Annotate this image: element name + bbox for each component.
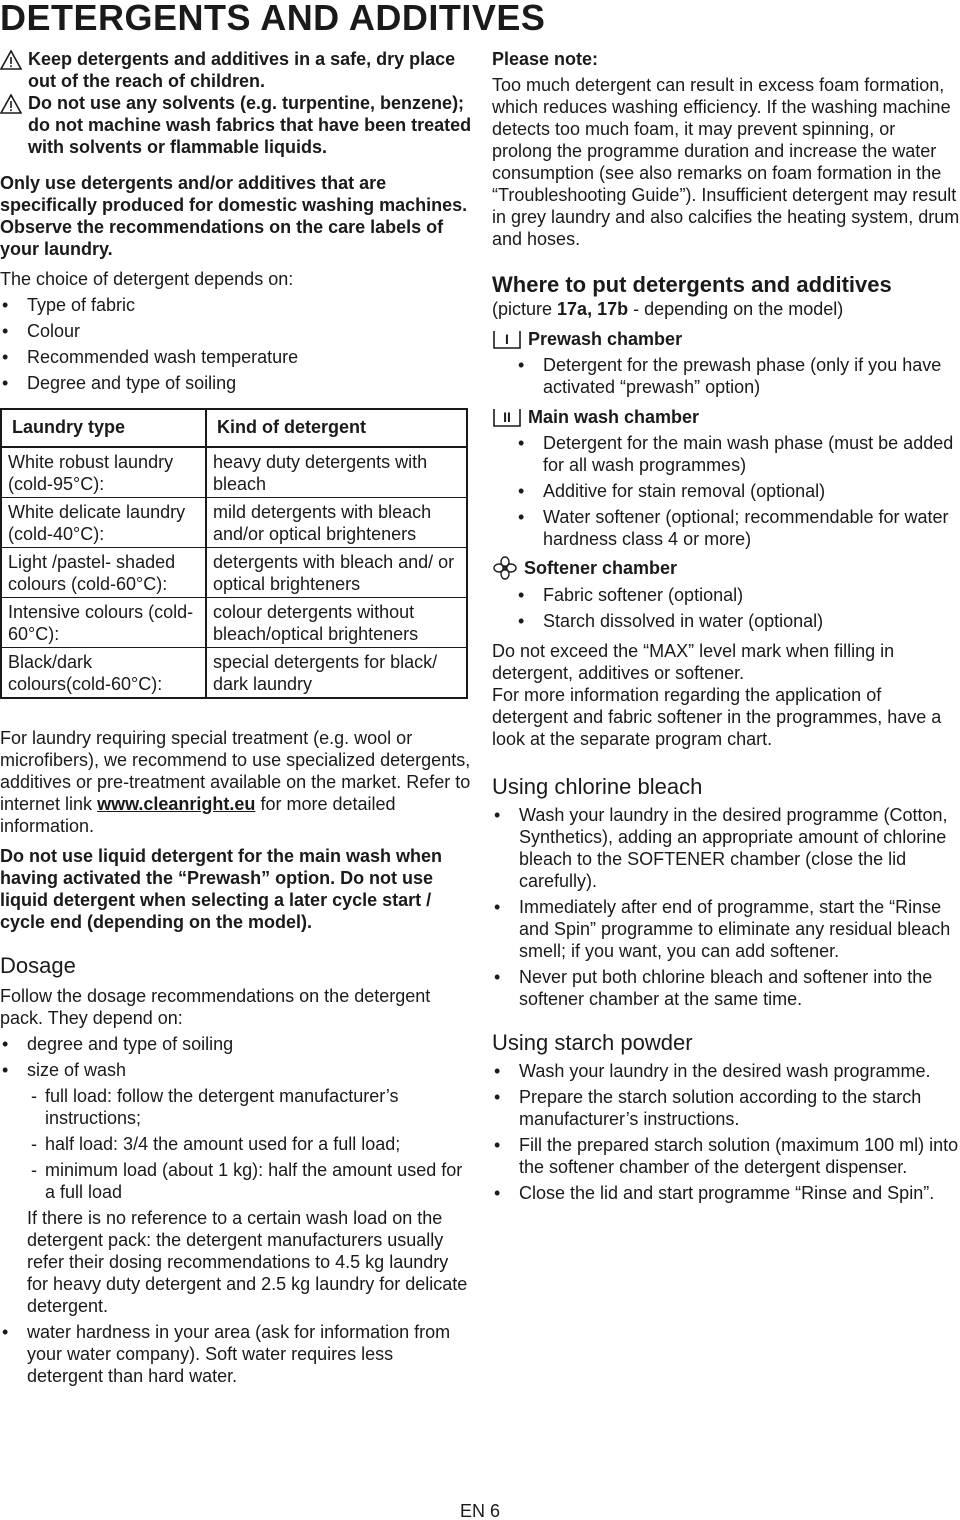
load-size-list bbox=[27, 1085, 472, 1203]
list-item: - minimum load (about 1 kg): half the amount used for a full load bbox=[27, 1159, 472, 1203]
right-column bbox=[492, 48, 960, 1204]
list-item: • Water softener (optional; recommendable for water hardness class 4 or more) bbox=[516, 506, 960, 550]
list-item: • water hardness in your area (ask for information from your water company). Soft water requires less detergent than hard water. bbox=[0, 1321, 472, 1387]
list-item: • size of wash bbox=[0, 1059, 472, 1081]
dosage-list bbox=[0, 1033, 472, 1081]
prewash-list bbox=[516, 354, 960, 398]
list-item: - half load: 3/4 the amount used for a full load; bbox=[27, 1133, 472, 1155]
list-item: • Prepare the starch solution according to the starch manufacturer’s instructions. bbox=[492, 1086, 960, 1130]
list-item: • Immediately after end of programme, start the “Rinse and Spin” programme to eliminate any residual bleach smell; if you want, you can add softener. bbox=[492, 896, 960, 962]
list-item: - full load: follow the detergent manufacturer’s instructions; bbox=[27, 1085, 472, 1129]
list-item: • Detergent for the main wash phase (must be added for all wash programmes) bbox=[516, 432, 960, 476]
warning-triangle-icon bbox=[0, 48, 28, 92]
list-item: • Wash your laundry in the desired wash programme. bbox=[492, 1060, 960, 1082]
list-item: • Additive for stain removal (optional) bbox=[516, 480, 960, 502]
table-row bbox=[1, 498, 467, 548]
chlorine-heading: Using chlorine bleach bbox=[492, 774, 703, 799]
softener-chamber-heading bbox=[492, 556, 960, 580]
table-header-row bbox=[1, 409, 467, 447]
where-heading: Where to put detergents and additives bbox=[492, 272, 892, 297]
laundry-table bbox=[0, 408, 468, 699]
table-row bbox=[1, 598, 467, 648]
table-cell: Light /pastel- shaded colours (cold-60°C): bbox=[1, 548, 206, 598]
chamber-title: Softener chamber bbox=[524, 558, 678, 578]
list-item: • Wash your laundry in the desired programme (Cotton, Synthetics), adding an appropriate amount of chlorine bleach to the SOFTENER chamber (close the lid carefully). bbox=[492, 804, 960, 892]
left-column bbox=[0, 48, 472, 1387]
list-item: • Close the lid and start programme “Rinse and Spin”. bbox=[492, 1182, 960, 1204]
list-item: • Colour bbox=[0, 320, 472, 342]
softener-flower-icon bbox=[492, 556, 518, 580]
special-treatment-text: For laundry requiring special treatment (e.g. wool or microfibers), we recommend to use specialized detergents, additives or pre-treatment available on the market. Refer to internet link www.cleanright.eu for more detailed information. bbox=[0, 728, 471, 836]
more-info-text: For more information regarding the application of detergent and fabric softener in the programmes, have a look at the separate program chart. bbox=[492, 685, 942, 749]
mainwash-box-icon bbox=[492, 406, 522, 428]
table-cell: detergents with bleach and/ or optical brighteners bbox=[206, 548, 467, 598]
warning-text: Do not use any solvents (e.g. turpentine, benzene); do not machine wash fabrics that have been treated with solvents or flammable liquids. bbox=[28, 93, 472, 157]
dosage-list-continued bbox=[0, 1321, 472, 1387]
max-level-text: Do not exceed the “MAX” level mark when filling in detergent, additives or softener. bbox=[492, 641, 895, 683]
table-cell: heavy duty detergents with bleach bbox=[206, 447, 467, 498]
table-cell: colour detergents without bleach/optical brighteners bbox=[206, 598, 467, 648]
table-row bbox=[1, 447, 467, 498]
choice-list bbox=[0, 294, 472, 394]
warning-solvents bbox=[0, 92, 472, 158]
liquid-detergent-warning: Do not use liquid detergent for the main wash when having activated the “Prewash” option. Do not use liquid detergent when selecting a later cycle start / cycle end (depending on the model). bbox=[0, 846, 443, 932]
please-note-heading: Please note: bbox=[492, 49, 599, 69]
dosage-heading: Dosage bbox=[0, 953, 76, 978]
list-item: • Recommended wash temperature bbox=[0, 346, 472, 368]
dosage-intro: Follow the dosage recommendations on the detergent pack. They depend on: bbox=[0, 986, 431, 1028]
chamber-title: Prewash chamber bbox=[528, 329, 683, 349]
starch-heading: Using starch powder bbox=[492, 1030, 693, 1055]
warning-children bbox=[0, 48, 472, 92]
page-title: DETERGENTS AND ADDITIVES bbox=[0, 0, 546, 38]
please-note-text: Too much detergent can result in excess foam formation, which reduces washing efficiency. If the washing machine detects too much foam, it may prevent spinning, or prolong the programme duration and increase the water consumption (see also remarks on foam formation in the “Troubleshooting Guide”). Insufficient detergent may result in grey laundry and also calcifies the heating system, drum and hoses. bbox=[492, 75, 960, 249]
warning-triangle-icon bbox=[0, 92, 28, 158]
svg-text:II: II bbox=[503, 409, 511, 425]
table-cell: White robust laundry (cold-95°C): bbox=[1, 447, 206, 498]
list-item: • Fill the prepared starch solution (maximum 100 ml) into the softener chamber of the detergent dispenser. bbox=[492, 1134, 960, 1178]
cleanright-link[interactable]: www.cleanright.eu bbox=[97, 794, 256, 814]
choice-intro: The choice of detergent depends on: bbox=[0, 269, 294, 289]
chlorine-list bbox=[492, 804, 960, 1010]
list-item: • Fabric softener (optional) bbox=[516, 584, 960, 606]
prewash-chamber-heading bbox=[492, 328, 960, 350]
table-row bbox=[1, 548, 467, 598]
main-wash-chamber-heading bbox=[492, 406, 960, 428]
prewash-box-icon bbox=[492, 328, 522, 350]
main-wash-list bbox=[516, 432, 960, 550]
dosage-note: If there is no reference to a certain wash load on the detergent pack: the detergent manufacturers usually refer their dosing recommendations to 4.5 kg laundry for heavy duty detergent and 2.5 kg laundry for delicate detergent. bbox=[27, 1208, 468, 1316]
starch-list bbox=[492, 1060, 960, 1204]
table-header: Laundry type bbox=[1, 409, 206, 447]
list-item: • Never put both chlorine bleach and softener into the softener chamber at the same time. bbox=[492, 966, 960, 1010]
warning-text: Keep detergents and additives in a safe, dry place out of the reach of children. bbox=[28, 49, 456, 91]
where-subtitle: (picture 17a, 17b - depending on the model) bbox=[492, 299, 844, 319]
softener-list bbox=[516, 584, 960, 632]
list-item: • Degree and type of soiling bbox=[0, 372, 472, 394]
list-item: • Detergent for the prewash phase (only if you have activated “prewash” option) bbox=[516, 354, 960, 398]
only-use-text: Only use detergents and/or additives that are specifically produced for domestic washing machines. Observe the recommendations on the care labels of your laundry. bbox=[0, 173, 468, 259]
list-item: • degree and type of soiling bbox=[0, 1033, 472, 1055]
list-item: • Type of fabric bbox=[0, 294, 472, 316]
chamber-title: Main wash chamber bbox=[528, 407, 700, 427]
table-cell: White delicate laundry (cold-40°C): bbox=[1, 498, 206, 548]
table-row bbox=[1, 648, 467, 699]
svg-text:I: I bbox=[505, 331, 509, 347]
table-cell: Black/dark colours(cold-60°C): bbox=[1, 648, 206, 699]
table-cell: special detergents for black/ dark laundry bbox=[213, 652, 438, 694]
table-cell: mild detergents with bleach and/or optical brighteners bbox=[206, 498, 467, 548]
page-number: EN 6 bbox=[459, 1501, 501, 1520]
table-cell: Intensive colours (cold-60°C): bbox=[1, 598, 206, 648]
list-item: • Starch dissolved in water (optional) bbox=[516, 610, 960, 632]
table-header: Kind of detergent bbox=[206, 409, 467, 447]
